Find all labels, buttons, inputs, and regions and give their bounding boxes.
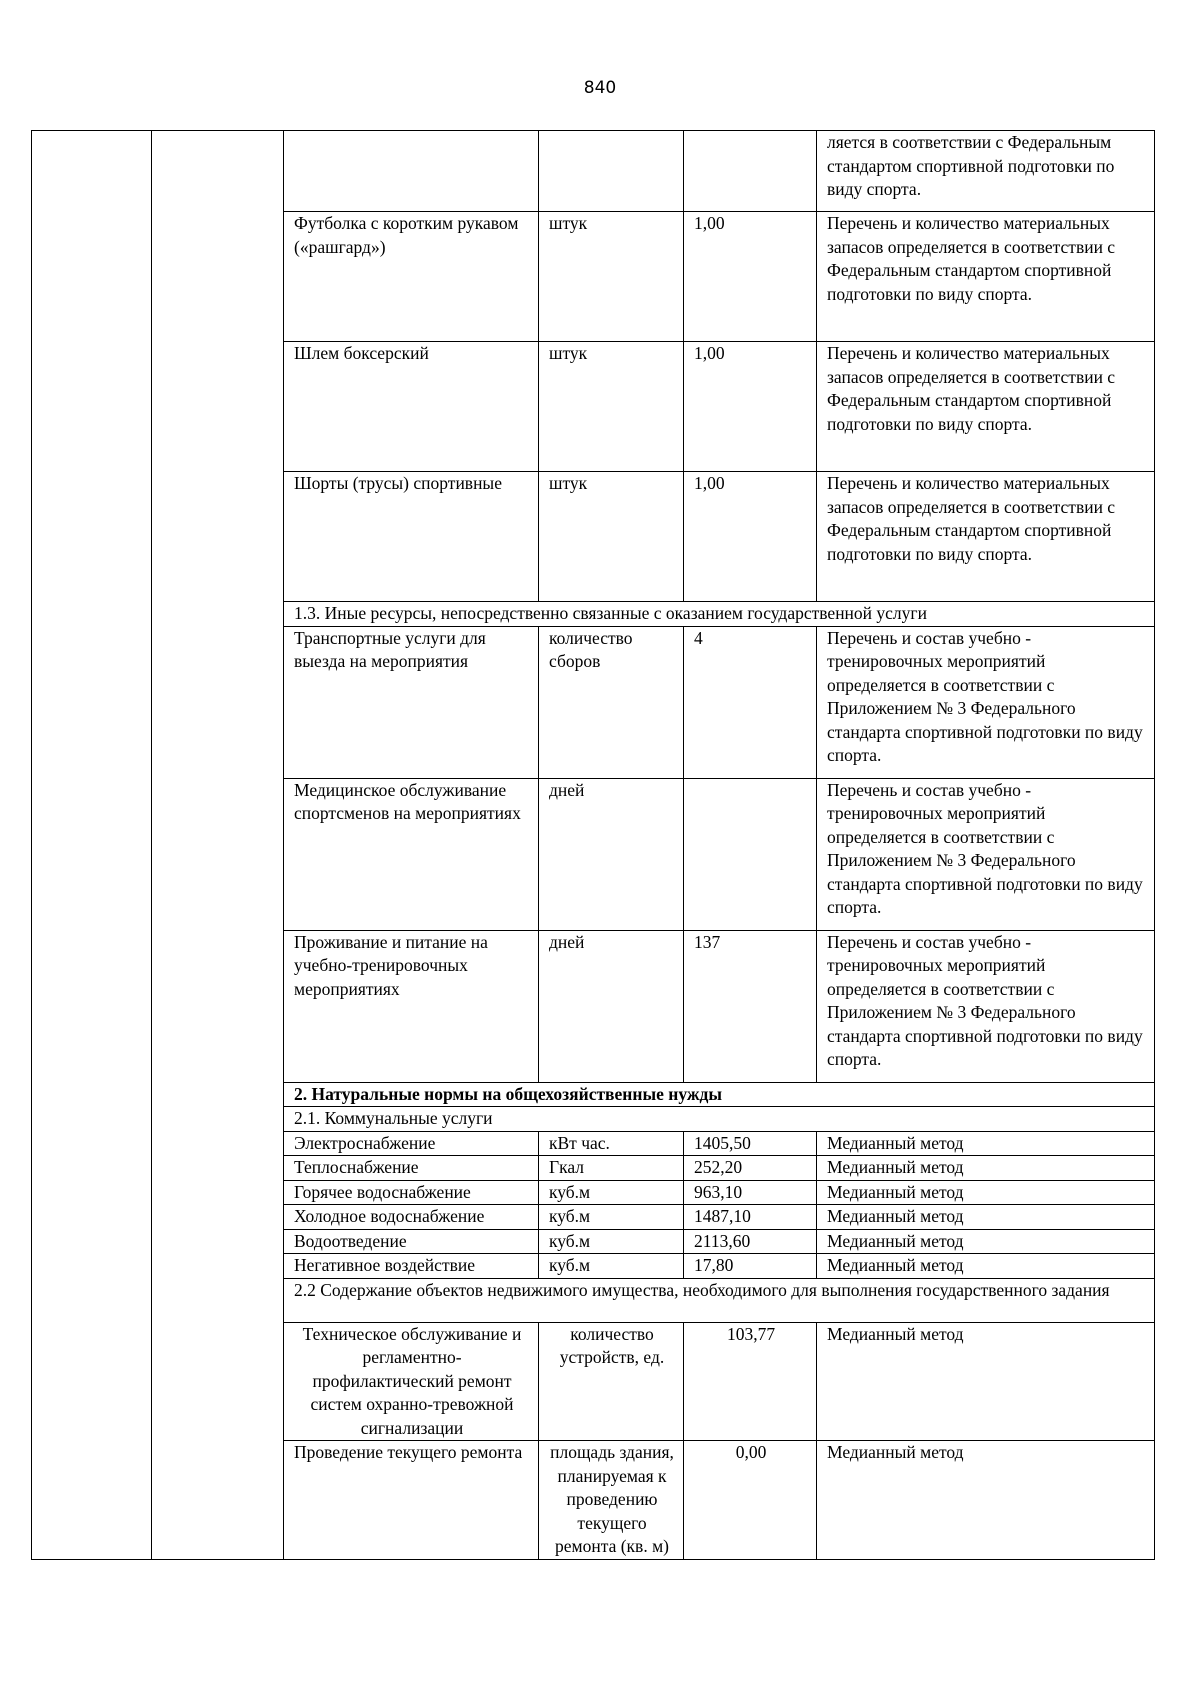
- item-name: Футболка с коротким рукавом («рашгард»): [284, 212, 539, 342]
- item-value: 137: [684, 930, 817, 1082]
- item-name: Горячее водоснабжение: [284, 1180, 539, 1205]
- item-name: Шлем боксерский: [284, 342, 539, 472]
- section-1-3-title: 1.3. Иные ресурсы, непосредственно связанные с оказанием государственной услуги: [284, 602, 1155, 627]
- item-note: Перечень и состав учебно - тренировочных мероприятий определяется в соответствии с Приложением № 3 Федерального стандарта спортивной подготовки по виду спорта.: [817, 626, 1155, 778]
- item-value: 103,77: [684, 1322, 817, 1441]
- item-value: 1487,10: [684, 1205, 817, 1230]
- continuation-row: [32, 131, 1155, 212]
- item-value: [684, 131, 817, 212]
- item-note: Медианный метод: [817, 1229, 1155, 1254]
- item-name: Транспортные услуги для выезда на мероприятия: [284, 626, 539, 778]
- item-unit: площадь здания, планируемая к проведению текущего ремонта (кв. м): [539, 1441, 684, 1560]
- item-unit: куб.м: [539, 1205, 684, 1230]
- section-2-title: 2. Натуральные нормы на общехозяйственные нужды: [284, 1082, 1155, 1107]
- item-note: Медианный метод: [817, 1322, 1155, 1441]
- item-name: Негативное воздействие: [284, 1254, 539, 1279]
- item-name: Техническое обслуживание и регламентно-профилактический ремонт систем охранно-тревожной сигнализации: [284, 1322, 539, 1441]
- item-value: 1,00: [684, 212, 817, 342]
- page-number: 840: [583, 78, 617, 98]
- item-value: 963,10: [684, 1180, 817, 1205]
- item-note: Медианный метод: [817, 1156, 1155, 1181]
- item-unit: куб.м: [539, 1229, 684, 1254]
- item-note: Медианный метод: [817, 1131, 1155, 1156]
- item-value: 1,00: [684, 342, 817, 472]
- item-value: 1405,50: [684, 1131, 817, 1156]
- item-name: Шорты (трусы) спортивные: [284, 472, 539, 602]
- item-note: Медианный метод: [817, 1254, 1155, 1279]
- item-unit: количество сборов: [539, 626, 684, 778]
- item-note: Медианный метод: [817, 1205, 1155, 1230]
- item-note: Перечень и количество материальных запасов определяется в соответствии с Федеральным стандартом спортивной подготовки по виду спорта.: [817, 342, 1155, 472]
- item-name: Проведение текущего ремонта: [284, 1441, 539, 1560]
- item-note: Перечень и состав учебно - тренировочных мероприятий определяется в соответствии с Приложением № 3 Федерального стандарта спортивной подготовки по виду спорта.: [817, 930, 1155, 1082]
- item-unit: штук: [539, 472, 684, 602]
- blank-column-2: [152, 131, 284, 1560]
- blank-column-1: [32, 131, 152, 1560]
- item-unit: [539, 131, 684, 212]
- item-note: ляется в соответствии с Федеральным стандартом спортивной подготовки по виду спорта.: [817, 131, 1155, 212]
- item-value: 1,00: [684, 472, 817, 602]
- item-unit: дней: [539, 778, 684, 930]
- item-name: Холодное водоснабжение: [284, 1205, 539, 1230]
- item-name: Медицинское обслуживание спортсменов на мероприятиях: [284, 778, 539, 930]
- item-note: Медианный метод: [817, 1441, 1155, 1560]
- item-unit: куб.м: [539, 1254, 684, 1279]
- item-note: Медианный метод: [817, 1180, 1155, 1205]
- item-value: 2113,60: [684, 1229, 817, 1254]
- item-value: [684, 778, 817, 930]
- item-name: Электроснабжение: [284, 1131, 539, 1156]
- item-value: 17,80: [684, 1254, 817, 1279]
- item-name: Теплоснабжение: [284, 1156, 539, 1181]
- item-name: [284, 131, 539, 212]
- item-note: Перечень и количество материальных запасов определяется в соответствии с Федеральным стандартом спортивной подготовки по виду спорта.: [817, 212, 1155, 342]
- item-unit: кВт час.: [539, 1131, 684, 1156]
- item-name: Водоотведение: [284, 1229, 539, 1254]
- item-value: 0,00: [684, 1441, 817, 1560]
- item-value: 4: [684, 626, 817, 778]
- item-unit: штук: [539, 212, 684, 342]
- item-unit: Гкал: [539, 1156, 684, 1181]
- item-value: 252,20: [684, 1156, 817, 1181]
- item-name: Проживание и питание на учебно-тренировочных мероприятиях: [284, 930, 539, 1082]
- norms-table: [31, 130, 1155, 1560]
- item-unit: дней: [539, 930, 684, 1082]
- item-unit: количество устройств, ед.: [539, 1322, 684, 1441]
- item-note: Перечень и количество материальных запасов определяется в соответствии с Федеральным стандартом спортивной подготовки по виду спорта.: [817, 472, 1155, 602]
- item-unit: штук: [539, 342, 684, 472]
- section-2-1-title: 2.1. Коммунальные услуги: [284, 1107, 1155, 1132]
- item-note: Перечень и состав учебно - тренировочных мероприятий определяется в соответствии с Приложением № 3 Федерального стандарта спортивной подготовки по виду спорта.: [817, 778, 1155, 930]
- section-2-2-title: 2.2 Содержание объектов недвижимого имущества, необходимого для выполнения государственного задания: [284, 1278, 1155, 1322]
- item-unit: куб.м: [539, 1180, 684, 1205]
